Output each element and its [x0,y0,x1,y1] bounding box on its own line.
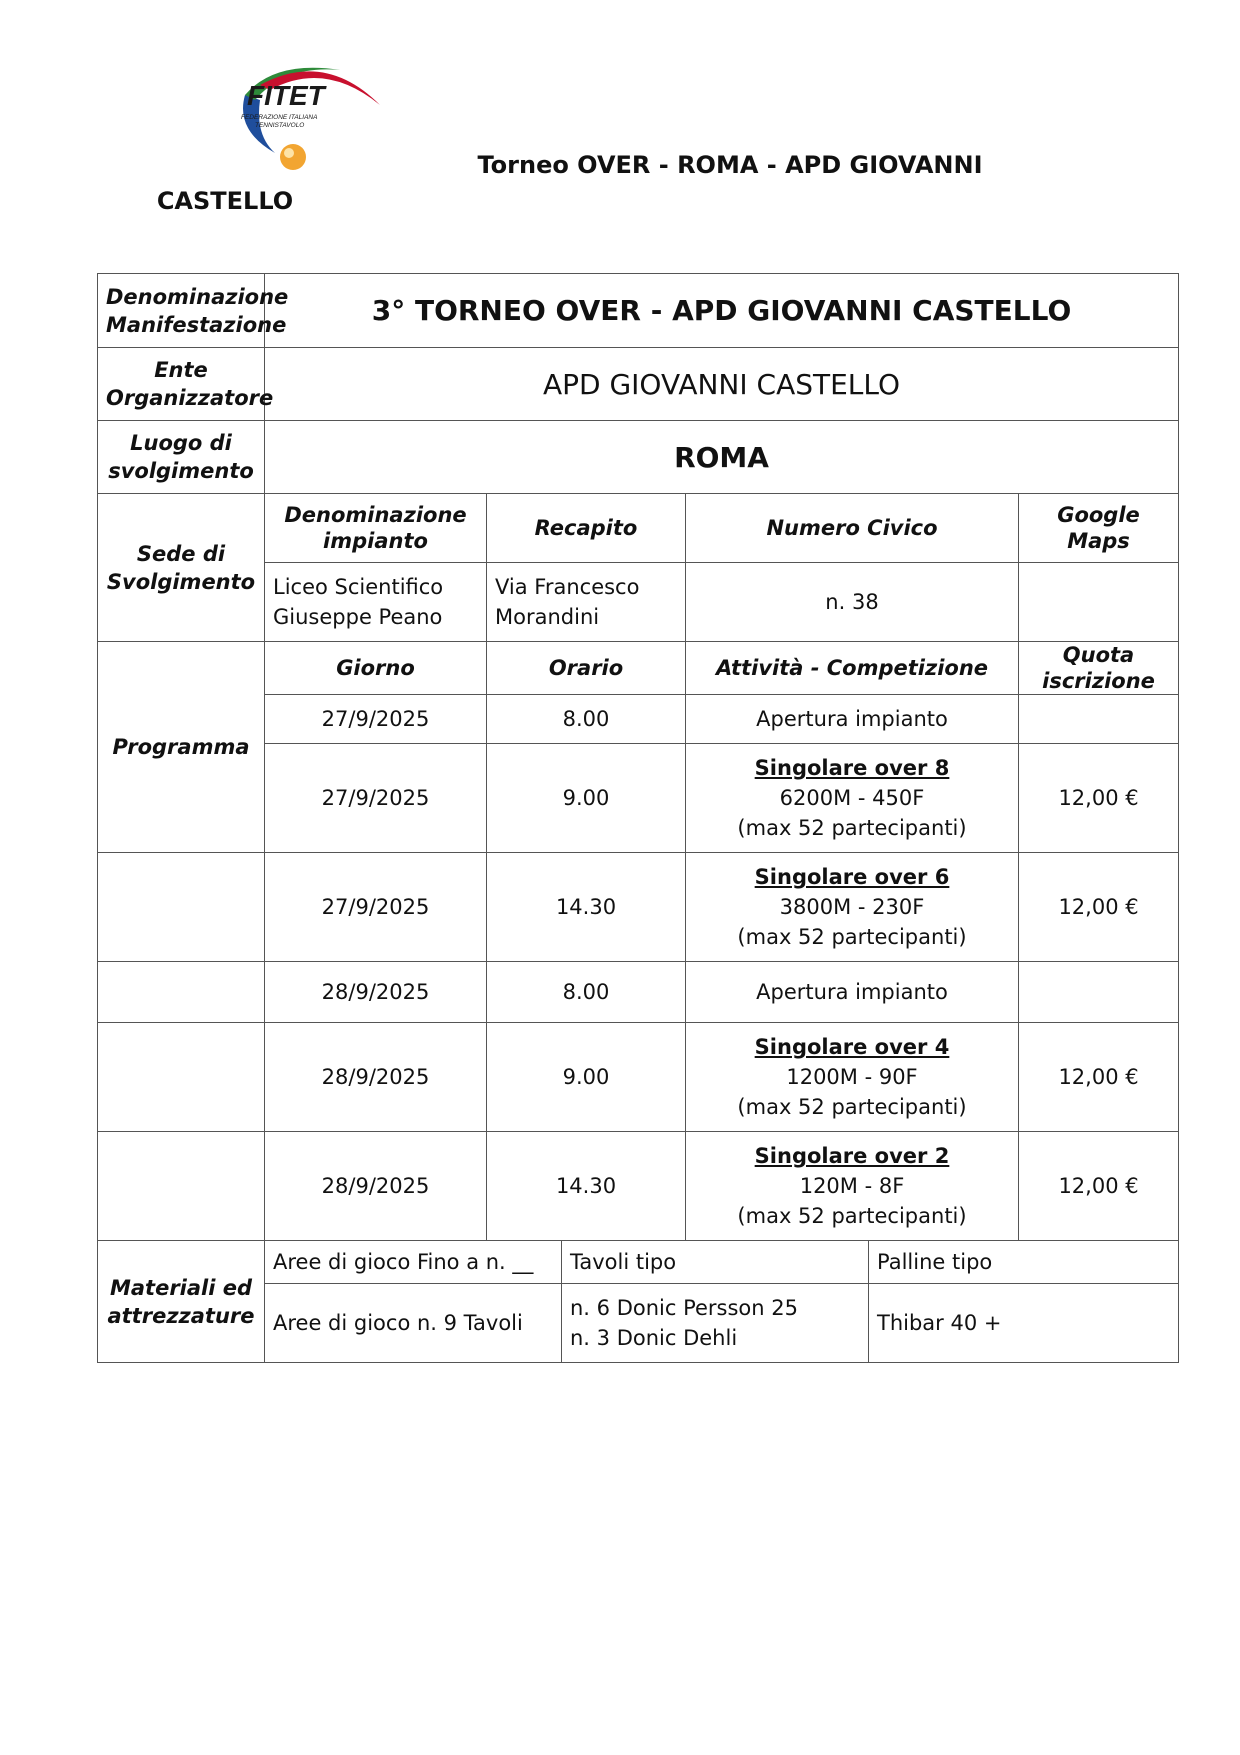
event-line1: Apertura impianto [756,980,948,1004]
header-orario: Orario [487,642,686,695]
value-civico: n. 38 [686,563,1019,642]
header-impianto: Denominazione impianto [265,494,487,563]
value-palline: Thibar 40 + [869,1284,1179,1363]
event-row [98,1132,1179,1241]
row-luogo [98,421,1179,494]
event-line2: (max 52 partecipanti) [737,816,967,840]
fitet-logo [215,55,390,175]
event-line2: (max 52 partecipanti) [737,1095,967,1119]
event-row [98,853,1179,962]
value-ente: APD GIOVANNI CASTELLO [265,348,1179,421]
header-civico: Numero Civico [686,494,1019,563]
event-activity [686,744,1019,853]
svg-text:FITET: FITET [247,80,325,111]
value-impianto: Liceo Scientifico Giuseppe Peano [265,563,487,642]
event-orario: 8.00 [487,695,686,744]
empty-label-cell [98,962,265,1023]
event-quota [1019,962,1179,1023]
label-ente: Ente Organizzatore [98,348,265,421]
tournament-info-table [97,273,1179,1363]
label-programma: Programma [98,642,265,853]
event-quota: 12,00 € [1019,853,1179,962]
event-line2: (max 52 partecipanti) [737,1204,967,1228]
empty-label-cell [98,1023,265,1132]
value-luogo: ROMA [265,421,1179,494]
value-recapito: Via Francesco Morandini [487,563,686,642]
label-luogo: Luogo di svolgimento [98,421,265,494]
header-maps: Google Maps [1019,494,1179,563]
event-line2: (max 52 partecipanti) [737,925,967,949]
event-title: Singolare over 2 [754,1144,950,1168]
event-quota: 12,00 € [1019,1132,1179,1241]
event-giorno: 28/9/2025 [265,962,487,1023]
event-giorno: 28/9/2025 [265,1132,487,1241]
header-palline: Palline tipo [869,1241,1179,1284]
event-giorno: 27/9/2025 [265,853,487,962]
row-programma-header [98,642,1179,695]
event-activity [686,1023,1019,1132]
event-title: Singolare over 6 [754,865,950,889]
event-activity [686,853,1019,962]
event-giorno: 27/9/2025 [265,744,487,853]
event-giorno: 27/9/2025 [265,695,487,744]
svg-text:TENNISTAVOLO: TENNISTAVOLO [255,122,305,129]
event-line1: 1200M - 90F [786,1065,918,1089]
label-materiali: Materiali ed attrezzature [98,1241,265,1363]
event-orario: 9.00 [487,744,686,853]
header-recapito: Recapito [487,494,686,563]
empty-label-cell [98,1132,265,1241]
event-title: Singolare over 8 [754,756,950,780]
event-activity [686,1132,1019,1241]
event-orario: 8.00 [487,962,686,1023]
event-quota: 12,00 € [1019,1023,1179,1132]
empty-label-cell [98,853,265,962]
event-title: Singolare over 4 [754,1035,950,1059]
event-line1: 120M - 8F [799,1174,905,1198]
page-title: Torneo OVER - ROMA - APD GIOVANNI [477,151,983,179]
event-giorno: 28/9/2025 [265,1023,487,1132]
event-line1: 6200M - 450F [779,786,925,810]
event-row [98,962,1179,1023]
event-orario: 14.30 [487,1132,686,1241]
value-aree: Aree di gioco n. 9 Tavoli [265,1284,562,1363]
event-activity [686,962,1019,1023]
event-activity [686,695,1019,744]
event-orario: 9.00 [487,1023,686,1132]
event-orario: 14.30 [487,853,686,962]
row-materiali-header [98,1241,1179,1284]
row-ente [98,348,1179,421]
row-denominazione [98,274,1179,348]
event-row [98,1023,1179,1132]
header-giorno: Giorno [265,642,487,695]
value-denominazione: 3° TORNEO OVER - APD GIOVANNI CASTELLO [265,274,1179,348]
event-line1: Apertura impianto [756,707,948,731]
header-attivita: Attività - Competizione [686,642,1019,695]
row-sede-header [98,494,1179,563]
event-quota [1019,695,1179,744]
page-title-continuation: CASTELLO [156,187,294,215]
header-quota: Quota iscrizione [1019,642,1179,695]
svg-text:FEDERAZIONE ITALIANA: FEDERAZIONE ITALIANA [241,114,318,121]
header-tavoli: Tavoli tipo [562,1241,869,1284]
value-tavoli-line2: n. 3 Donic Dehli [570,1326,738,1350]
event-line1: 3800M - 230F [779,895,925,919]
header-aree: Aree di gioco Fino a n. __ [265,1241,562,1284]
label-sede: Sede di Svolgimento [98,494,265,642]
event-quota: 12,00 € [1019,744,1179,853]
label-denominazione: Denominazione Manifestazione [98,274,265,348]
value-tavoli-line1: n. 6 Donic Persson 25 [570,1296,798,1320]
value-maps[interactable] [1019,563,1179,642]
value-tavoli [562,1284,869,1363]
